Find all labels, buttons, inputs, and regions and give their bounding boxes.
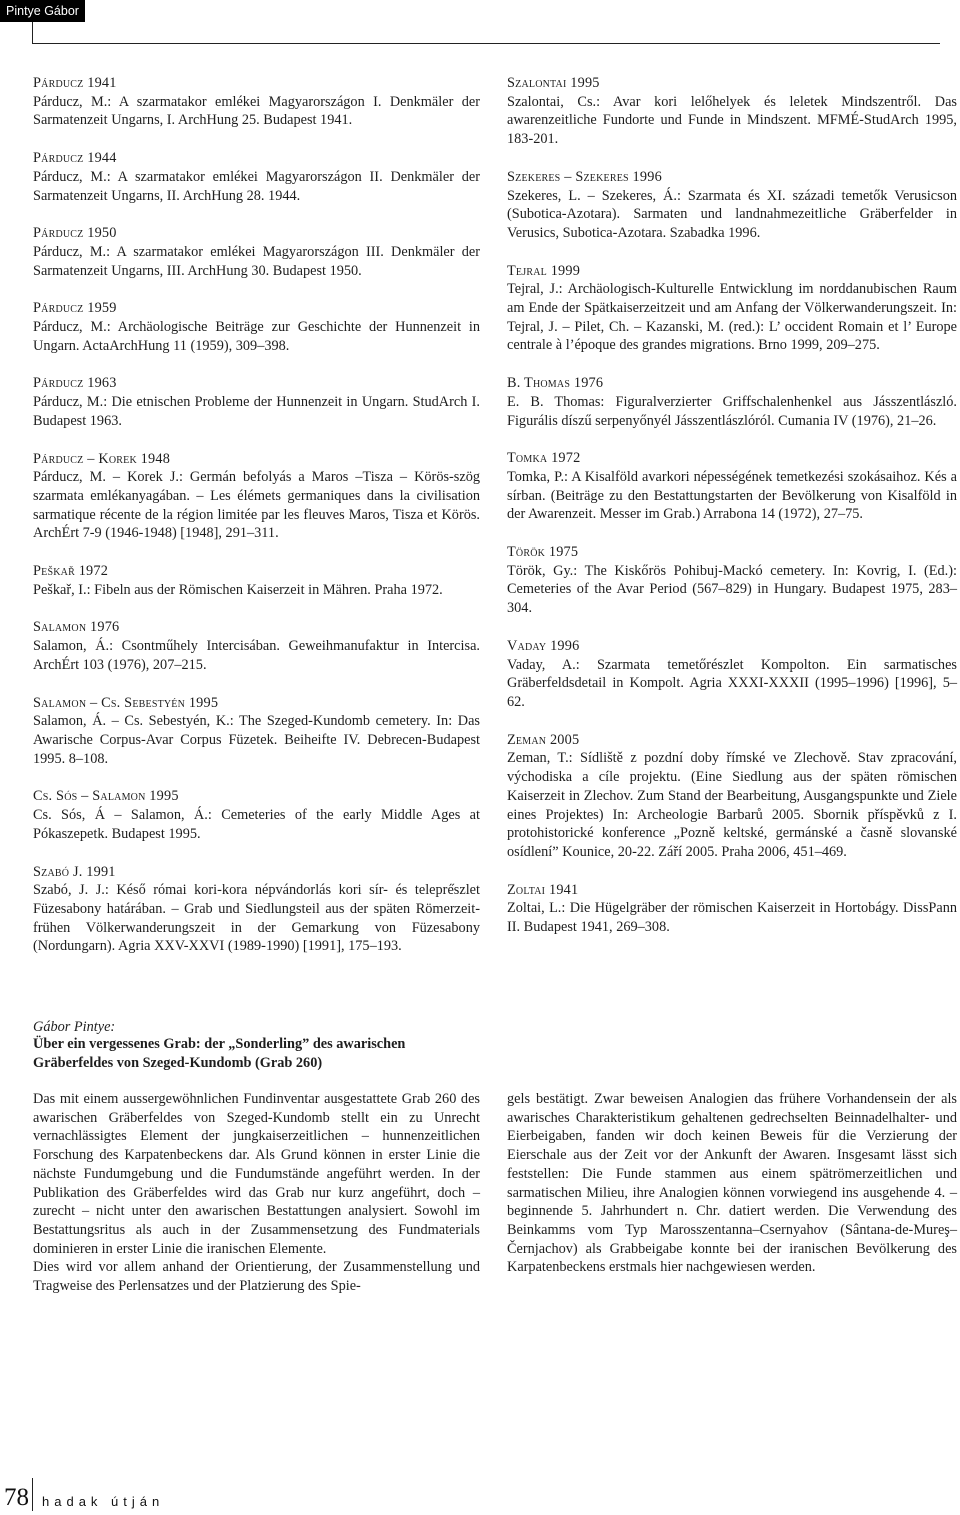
- reference-key: Tomka 1972: [507, 450, 581, 467]
- reference-text: Szabó, J. J.: Késő római kori-kora népvándorlás kori sír- és telepre̋szlet Füzesabony határában. – Grab und Siedlungsteil aus der späten Römerzeit-frühen Völkerwanderungszeit in der Gemarkung von Füzesabony (Nordungarn). Agria XXV-XXVI (1989-1990) [1991], 175–193.: [33, 882, 480, 955]
- summary-title: [33, 1035, 633, 1073]
- reference-key: Párducz – Korek 1948: [33, 450, 171, 467]
- reference-text: Párducz, M.: Archäologische Beiträge zur Geschichte der Hunnenzeit in Ungarn. ActaArchHung 11 (1959), 309–398.: [33, 319, 480, 354]
- summary-author: Gábor Pintye:: [33, 1019, 116, 1035]
- reference-text: Zeman, T.: Sídliště z pozdní doby římské ve Zlechově. Stav zpracování, východiska a cíle projektu. (Eine Siedlung aus der späten römischen Kaiserzeit in Zlechov. Zum Stand der Bearbeitung, Ausgangspunkte und Ziele eines Projektes) In: Archeologie Barbarů 2005. Sbornik příspěvků z I. protohistorické konference „Pozně keltské, germánské a časně slovanské osídlení” Kounice, 20-22. Září 2005. Praha 2006, 451–469.: [507, 750, 957, 860]
- reference-entry: [33, 299, 480, 355]
- reference-entry: [33, 863, 480, 957]
- footer-vertical-rule: [32, 1478, 33, 1511]
- reference-entry: [507, 881, 957, 937]
- summary-left-column: [33, 1090, 480, 1296]
- reference-text: Salamon, Á. – Cs. Sebestyén, K.: The Szeged-Kundomb cemetery. In: Das Awarische Corpus-Avar Corpus Füzetek. Beiheifte IV. Debrecen-Budapest 1995. 8–108.: [33, 713, 480, 767]
- reference-key: Zeman 2005: [507, 731, 580, 748]
- summary-title-line-1: Über ein vergessenes Grab: der „Sonderling” des awarischen: [33, 1036, 406, 1052]
- reference-text: Párducz, M. – Korek J.: Germán befolyás a Maros –Tisza – Körös-szög szarmata emlékanyagában. – Les élémets germaniques dans la civilisation sarmatique récente de la région limitée par les fleuves Maros, Tisza et Körös. ArchÉrt 7-9 (1946-1948) [1948], 291–311.: [33, 469, 480, 542]
- reference-text: Salamon, Á.: Csontműhely Intercisában. Geweihmanufaktur in Intercisa. ArchÉrt 103 (1976), 207–215.: [33, 638, 480, 673]
- reference-entry: [33, 694, 480, 769]
- running-header-author: Pintye Gábor: [0, 0, 85, 22]
- reference-entry: [33, 618, 480, 674]
- reference-entry: [507, 543, 957, 618]
- reference-key: Salamon – Cs. Sebestyén 1995: [33, 694, 219, 711]
- reference-key: Török 1975: [507, 544, 579, 561]
- reference-key: Cs. Sós – Salamon 1995: [33, 788, 179, 805]
- reference-key: Zoltai 1941: [507, 881, 579, 898]
- reference-entry: [507, 637, 957, 712]
- reference-key: Szabó J. 1991: [33, 863, 116, 880]
- reference-text: Peškař, I.: Fibeln aus der Römischen Kaiserzeit in Mähren. Praha 1972.: [33, 581, 443, 598]
- page-number: 78: [4, 1484, 29, 1511]
- reference-key: Szekeres – Szekeres 1996: [507, 168, 662, 185]
- reference-text: Párducz, M.: A szarmatakor emlékei Magyarországon III. Denkmäler der Sarmatenzeit Ungarns, III. ArchHung 30. Budapest 1950.: [33, 243, 480, 279]
- reference-entry: [507, 449, 957, 524]
- reference-text: Cs. Sós, Á – Salamon, Á.: Cemeteries of the early Middle Ages at Pókaszepetk. Budapest 1995.: [33, 807, 480, 842]
- reference-key: Szalontai 1995: [507, 75, 600, 91]
- reference-text: Tejral, J.: Archäologisch-Kulturelle Entwicklung im norddanubischen Raum am Ende der Spätkaiserzeitzeit und am Anfang der Völkerwanderungszeit. In: Tejral, J. – Pilet, Ch. – Kazanski, M. (red.): L’ occident Romain et l’ Europe centrale à l’époque des grandes migrations. Brno 1999, 209–275.: [507, 281, 957, 354]
- reference-key: B. Thomas 1976: [507, 375, 604, 392]
- references-left-column: [33, 74, 480, 975]
- reference-entry: [33, 74, 480, 130]
- reference-key: Vaday 1996: [507, 637, 580, 654]
- summary-paragraph-1: Das mit einem aussergewöhnlichen Fundinventar ausgestattete Grab 260 des awarischen Gräberfeldes von Szeged-Kundomb stellt ein zu Unrecht vernachlässigtes Element der jungkaiserzeitlichen – hunnenzeitlichen Forschung des Karpatenbeckens dar. Als Grund können in erster Linie die nächste Fundumgebung und die Fundumstände angeführt werden. In der Publikation des Gräberfeldes wird das Grab nur kurz angeführt, doch – zurecht – nicht unter den awarischen Bestattungen analysiert. Sowohl im Bestattungsritus als auch in der Zusammensetzung des Fundmaterials dominieren in erster Linie die iranischen Elemente.: [33, 1091, 480, 1257]
- journal-name: hadak útján: [42, 1494, 165, 1509]
- reference-key: Párducz 1959: [33, 300, 117, 317]
- reference-text: Török, Gy.: The Kiskőrös Pohibuj-Mackó cemetery. In: Kovrig, I. (Ed.): Cemeteries of the Avar Period (567–829) in Hungary. Budapest 1975, 283–304.: [507, 562, 957, 617]
- reference-key: Tejral 1999: [507, 262, 581, 279]
- reference-entry: [33, 787, 480, 843]
- reference-text: Párducz, M.: Die etnischen Probleme der Hunnenzeit in Ungarn. StudArch I. Budapest 1963.: [33, 394, 480, 429]
- reference-text: Tomka, P.: A Kisalföld avarkori népességének temetkezési szokásaihoz. Kés a sírban. (Beiträge zu den Bestattungstarten der Bevölkerung von Kisalföld in der Awarenzeit. Messer im Grab.) Arrabona 14 (1972), 27–75.: [507, 468, 957, 523]
- reference-text: Párducz, M.: A szarmatakor emlékei Magyarországon I. Denkmäler der Sarmatenzeit Ungarns, I. ArchHung 25. Budapest 1941.: [33, 93, 480, 129]
- reference-entry: [33, 562, 480, 599]
- reference-entry: [507, 731, 957, 862]
- reference-key: Párducz 1950: [33, 225, 117, 242]
- reference-text: Szalontai, Cs.: Avar kori lelőhelyek és leletek Mindszentről. Das awarenzeitliche Fundorte und Funde in Mindszent. MFMÉ-StudArch 1995, 183-201.: [507, 93, 957, 148]
- reference-entry: [33, 374, 480, 430]
- reference-entry: [507, 168, 957, 243]
- reference-text: Vaday, A.: Szarmata temetőrészlet Kompolton. Ein sarmatisches Gräberfeldsdetail in Kompolt. Agria XXXI-XXXII (1995–1996) [1996], 5–62.: [507, 656, 957, 710]
- reference-entry: [507, 374, 957, 430]
- reference-key: Peškař 1972: [33, 563, 109, 580]
- summary-paragraph-2: Dies wird vor allem anhand der Orientierung, der Zusammenstellung und Tragweise des Perlensatzes und der Platzierung des Spie-: [33, 1259, 480, 1295]
- reference-entry: [507, 74, 957, 149]
- reference-key: Salamon 1976: [33, 619, 120, 636]
- reference-entry: [33, 450, 480, 544]
- references-right-column: [507, 74, 957, 956]
- header-horizontal-rule: [32, 43, 940, 44]
- reference-key: Párducz 1963: [33, 375, 117, 392]
- summary-title-line-2: Gräberfeldes von Szeged-Kundomb (Grab 260): [33, 1055, 323, 1071]
- reference-text: Zoltai, L.: Die Hügelgräber der römischen Kaiserzeit in Hortobágy. DissPann II. Budapest 1941, 269–308.: [507, 900, 957, 936]
- reference-key: Párducz 1941: [33, 75, 117, 91]
- reference-text: Szekeres, L. – Szekeres, Á.: Szarmata és XI. századi temetők Verusicson (Subotica-Azotara). Sarmaten und landnahmezeitliche Gräberfelder in Verusics, Subotica-Azotara. Szabadka 1996.: [507, 187, 957, 241]
- reference-text: Párducz, M.: A szarmatakor emlékei Magyarországon II. Denkmäler der Sarmatenzeit Ungarns, II. ArchHung 28. 1944.: [33, 168, 480, 204]
- reference-key: Párducz 1944: [33, 150, 117, 167]
- reference-entry: [33, 149, 480, 205]
- summary-right-column: gels bestätigt. Zwar beweisen Analogien das frühere Vorhandensein der als awarisches Charakteristikum gehaltenen gedrechselten Beinnadelhalter- und Eierbeigaben, fanden wir doch keinen Beweis für die Verzierung der Eierschale aus der Zeit vor der Ankunft der Awaren. Insgesamt lässt sich feststellen: Die Funde stammen aus einem spätrömerzeitlichen und sarmatischen Milieu, ihre Analogien können vorwiegend ins ausgehende 4. – beginnende 5. Jahrhundert n. Chr. datiert werden. Die Verwendung des Beinkamms vom Typ Marosszentanna–Csernyahov (Sântana-de-Mureş–Černjachov) als Grabbeigabe konnte bei der iranischen Bevölkerung des Karpatenbeckens erstmals hier nachgewiesen werden.: [507, 1091, 957, 1276]
- reference-text: E. B. Thomas: Figuralverzierter Griffschalenhenkel aus Jásszentlászló. Figurális díszű serpenyőnyél Jásszentlászlóról. Cumania IV (1976), 21–26.: [507, 393, 957, 429]
- reference-entry: [507, 262, 957, 356]
- reference-entry: [33, 224, 480, 280]
- header-vertical-rule: [32, 22, 33, 44]
